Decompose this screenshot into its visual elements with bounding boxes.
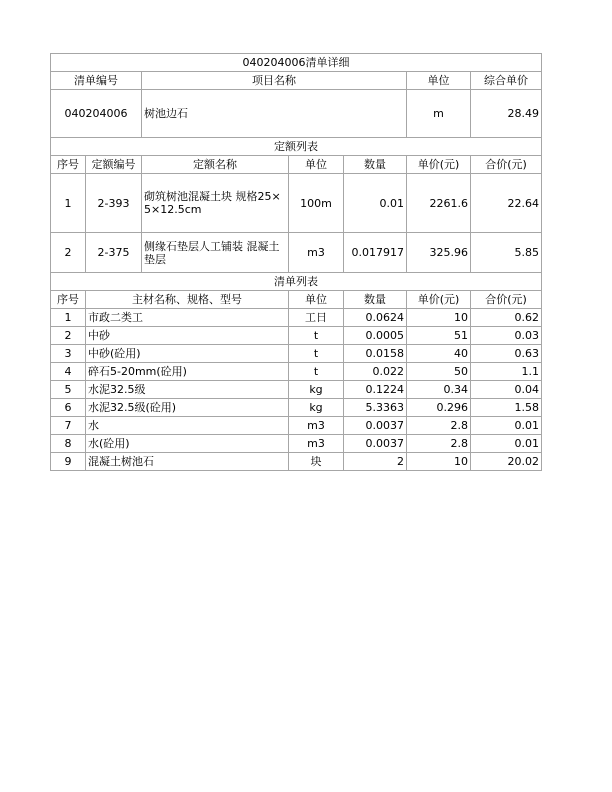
item-header-row <box>51 72 542 90</box>
bill-detail-table <box>50 53 542 471</box>
material-qty: 0.022 <box>344 363 407 381</box>
quota-code: 2-393 <box>86 174 142 233</box>
material-total: 20.02 <box>471 453 542 471</box>
item-unit-header: 单位 <box>407 72 471 90</box>
quota-total-header: 合价(元) <box>471 156 542 174</box>
material-unit: t <box>289 345 344 363</box>
material-qty: 0.0158 <box>344 345 407 363</box>
quota-qty-header: 数量 <box>344 156 407 174</box>
material-qty: 0.0037 <box>344 417 407 435</box>
material-row <box>51 309 542 327</box>
material-unit: t <box>289 327 344 345</box>
quota-name: 砌筑树池混凝土块 规格25×5×12.5cm <box>142 174 289 233</box>
quota-price-header: 单价(元) <box>407 156 471 174</box>
quota-unit-header: 单位 <box>289 156 344 174</box>
material-no: 6 <box>51 399 86 417</box>
quota-no-header: 序号 <box>51 156 86 174</box>
material-price: 40 <box>407 345 471 363</box>
title-row <box>51 54 542 72</box>
quota-row <box>51 233 542 273</box>
material-qty-header: 数量 <box>344 291 407 309</box>
quota-name-header: 定额名称 <box>142 156 289 174</box>
material-qty: 0.0624 <box>344 309 407 327</box>
material-no-header: 序号 <box>51 291 86 309</box>
quota-total: 5.85 <box>471 233 542 273</box>
quota-price: 2261.6 <box>407 174 471 233</box>
material-total: 0.01 <box>471 435 542 453</box>
material-total: 0.04 <box>471 381 542 399</box>
item-unit: m <box>407 90 471 138</box>
quota-unit: 100m <box>289 174 344 233</box>
material-name: 水(砼用) <box>86 435 289 453</box>
quota-code: 2-375 <box>86 233 142 273</box>
material-qty: 5.3363 <box>344 399 407 417</box>
material-price: 10 <box>407 309 471 327</box>
material-name: 混凝土树池石 <box>86 453 289 471</box>
quota-header-row <box>51 156 542 174</box>
material-no: 3 <box>51 345 86 363</box>
material-unit: 工日 <box>289 309 344 327</box>
quota-qty: 0.017917 <box>344 233 407 273</box>
material-name: 市政二类工 <box>86 309 289 327</box>
material-qty: 0.0005 <box>344 327 407 345</box>
material-no: 9 <box>51 453 86 471</box>
sheet-title: 040204006清单详细 <box>51 54 542 72</box>
material-header-row <box>51 291 542 309</box>
quota-code-header: 定额编号 <box>86 156 142 174</box>
material-price: 2.8 <box>407 417 471 435</box>
material-qty: 2 <box>344 453 407 471</box>
material-row <box>51 381 542 399</box>
material-row <box>51 435 542 453</box>
material-row <box>51 345 542 363</box>
material-unit: 块 <box>289 453 344 471</box>
material-price: 0.296 <box>407 399 471 417</box>
material-name-header: 主材名称、规格、型号 <box>86 291 289 309</box>
material-no: 1 <box>51 309 86 327</box>
item-row <box>51 90 542 138</box>
material-no: 2 <box>51 327 86 345</box>
material-total-header: 合价(元) <box>471 291 542 309</box>
material-qty: 0.0037 <box>344 435 407 453</box>
material-name: 水泥32.5级 <box>86 381 289 399</box>
quota-section-row <box>51 138 542 156</box>
material-name: 中砂(砼用) <box>86 345 289 363</box>
material-section-row <box>51 273 542 291</box>
material-row <box>51 327 542 345</box>
material-unit-header: 单位 <box>289 291 344 309</box>
quota-name: 侧缘石垫层人工铺装 混凝土垫层 <box>142 233 289 273</box>
item-code-header: 清单编号 <box>51 72 142 90</box>
material-no: 7 <box>51 417 86 435</box>
material-total: 0.62 <box>471 309 542 327</box>
material-total: 0.03 <box>471 327 542 345</box>
material-unit: kg <box>289 399 344 417</box>
item-price-header: 综合单价 <box>471 72 542 90</box>
material-unit: kg <box>289 381 344 399</box>
item-code: 040204006 <box>51 90 142 138</box>
item-name: 树池边石 <box>142 90 407 138</box>
quota-no: 1 <box>51 174 86 233</box>
item-name-header: 项目名称 <box>142 72 407 90</box>
material-qty: 0.1224 <box>344 381 407 399</box>
material-unit: m3 <box>289 417 344 435</box>
material-price: 51 <box>407 327 471 345</box>
material-unit: m3 <box>289 435 344 453</box>
quota-total: 22.64 <box>471 174 542 233</box>
material-total: 1.58 <box>471 399 542 417</box>
material-total: 1.1 <box>471 363 542 381</box>
material-total: 0.63 <box>471 345 542 363</box>
material-no: 4 <box>51 363 86 381</box>
material-price-header: 单价(元) <box>407 291 471 309</box>
material-total: 0.01 <box>471 417 542 435</box>
quota-price: 325.96 <box>407 233 471 273</box>
material-row <box>51 399 542 417</box>
material-name: 中砂 <box>86 327 289 345</box>
material-price: 0.34 <box>407 381 471 399</box>
item-price: 28.49 <box>471 90 542 138</box>
material-name: 水 <box>86 417 289 435</box>
material-price: 2.8 <box>407 435 471 453</box>
material-price: 50 <box>407 363 471 381</box>
material-row <box>51 417 542 435</box>
material-row <box>51 363 542 381</box>
quota-row <box>51 174 542 233</box>
quota-no: 2 <box>51 233 86 273</box>
material-no: 8 <box>51 435 86 453</box>
material-price: 10 <box>407 453 471 471</box>
material-name: 水泥32.5级(砼用) <box>86 399 289 417</box>
material-section-title: 清单列表 <box>51 273 542 291</box>
material-row <box>51 453 542 471</box>
material-name: 碎石5-20mm(砼用) <box>86 363 289 381</box>
quota-qty: 0.01 <box>344 174 407 233</box>
material-no: 5 <box>51 381 86 399</box>
quota-section-title: 定额列表 <box>51 138 542 156</box>
quota-unit: m3 <box>289 233 344 273</box>
material-unit: t <box>289 363 344 381</box>
